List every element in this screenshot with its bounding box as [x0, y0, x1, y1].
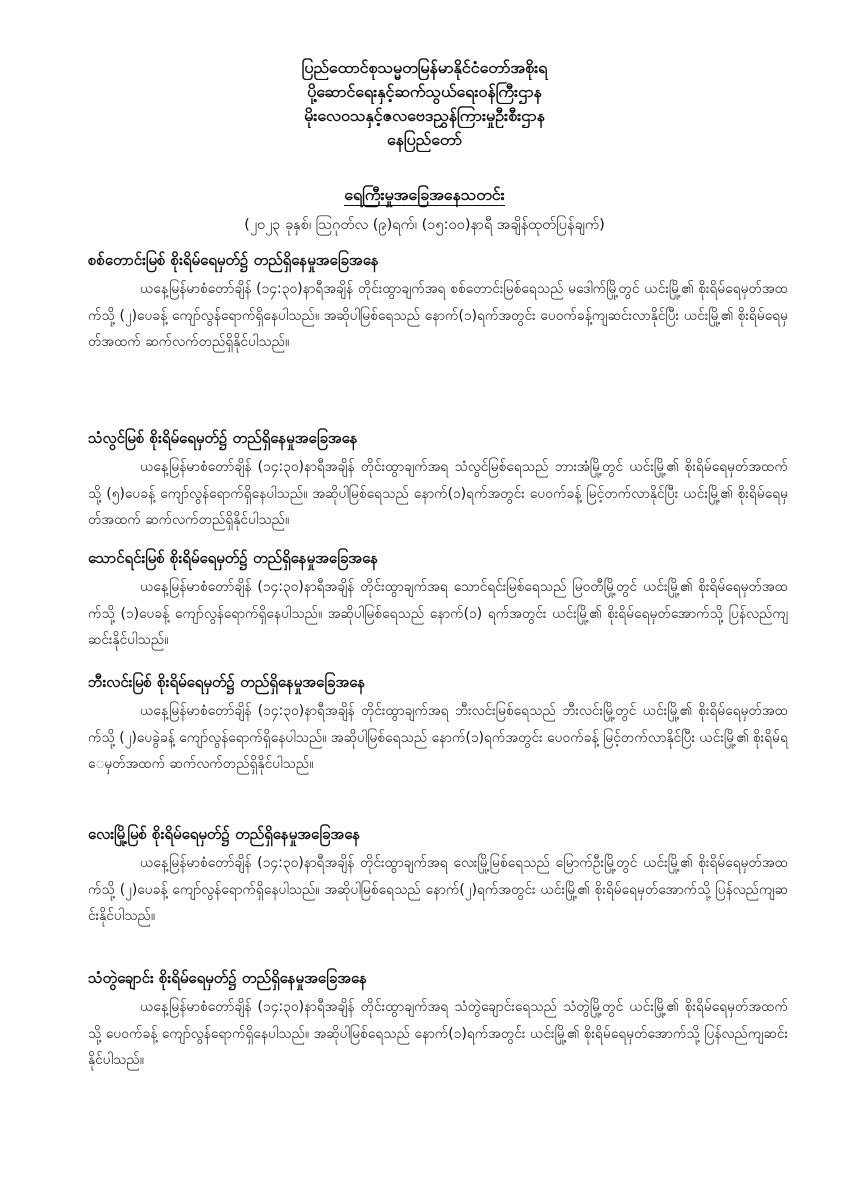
- department-line: မိုးလေဝသနှင့်ဇလဗေဒညွှန်ကြားမှုဦးစီးဌာန: [304, 106, 545, 125]
- section-body: ယနေ့မြန်မာစံတော်ချိန် (၁၄:၃၀)နာရီအချိန် တိုင်းထွာချက်အရ လေးမြို့မြစ်ရေသည် မြောက်ဦးမြို့တွင် ယင်းမြို့၏ စိုးရိမ်ရေမှတ်အထက်သို့ (၂)ပေခန့် ကျော်လွန်ရောက်ရှိနေပါသည်။ အဆိုပါမြစ်ရေသည် နောက်(၂)ရက်အတွင်း ယင်းမြို့၏ စိုးရိမ်ရေမှတ်အောက်သို့ ပြန်လည်ကျဆင်းနိုင်ပါသည်။: [88, 855, 788, 924]
- government-line: ပြည်ထောင်စုသမ္မတမြန်မာနိုင်ငံတော်အစိုးရ: [301, 58, 548, 77]
- section-heading: သောင်ရင်းမြစ် စိုးရိမ်ရေမှတ်၌ တည်ရှိနေမှုအခြေအနေ: [88, 549, 378, 567]
- section-bilin-river: [88, 670, 788, 778]
- letterhead: [0, 56, 849, 152]
- section-lemro-river: [88, 822, 788, 930]
- section-thaungyin-river: [88, 546, 788, 654]
- document-subtitle: (၂၀၂၃ ခုနှစ်၊ ဩဂုတ်လ (၉)ရက်၊ (၁၅:၀၀)နာရီ အချိန်ထုတ်ပြန်ချက်): [244, 217, 605, 233]
- document-title-text: ရေကြီးမှုအခြေအနေသတင်း: [344, 185, 505, 204]
- section-body: ယနေ့မြန်မာစံတော်ချိန် (၁၄:၃၀)နာရီအချိန် တိုင်းထွာချက်အရ သောင်ရင်းမြစ်ရေသည် မြဝတီမြို့တွင် ယင်းမြို့၏ စိုးရိမ်ရေမှတ်အထက်သို့ (၁)ပေခန့် ကျော်လွန်ရောက်ရှိနေပါသည်။ အဆိုပါမြစ်ရေသည် နောက်(၁) ရက်အတွင်း ယင်းမြို့၏ စိုးရိမ်ရေမှတ်အောက်သို့ ပြန်လည်ကျဆင်းနိုင်ပါသည်။: [88, 579, 788, 648]
- section-heading: ဘီးလင်းမြစ် စိုးရိမ်ရေမှတ်၌ တည်ရှိနေမှုအခြေအနေ: [88, 673, 366, 691]
- location-line: နေပြည်တော်: [386, 130, 463, 149]
- section-thandwe-creek: [88, 966, 788, 1074]
- section-body: ယနေ့မြန်မာစံတော်ချိန် (၁၄:၃၀)နာရီအချိန် တိုင်းထွာချက်အရ သံလွင်မြစ်ရေသည် ဘားအံမြို့တွင် ယင်းမြို့၏ စိုးရိမ်ရေမှတ်အထက်သို့ (၅)ပေခန့် ကျော်လွန်ရောက်ရှိနေပါသည်။ အဆိုပါမြစ်ရေသည် နောက်(၁)ရက်အတွင်း ပေဝက်ခန့် မြင့်တက်လာနိုင်ပြီး ယင်းမြို့၏ စိုးရိမ်ရေမှတ်အထက် ဆက်လက်တည်ရှိနိုင်ပါသည်။: [88, 459, 788, 528]
- section-body: ယနေ့မြန်မာစံတော်ချိန် (၁၄:၃၀)နာရီအချိန် တိုင်းထွာချက်အရ ဘီးလင်းမြစ်ရေသည် ဘီးလင်းမြို့တွင် ယင်းမြို့၏ စိုးရိမ်ရေမှတ်အထက်သို့ (၂)ပေခွဲခန့် ကျော်လွန်ရောက်ရှိနေပါသည်။ အဆိုပါမြစ်ရေသည် နောက်(၁)ရက်အတွင်း ပေဝက်ခန့် မြင့်တက်လာနိုင်ပြီး ယင်းမြို့၏ စိုးရိမ်ရေမှတ်အထက် ဆက်လက်တည်ရှိနိုင်ပါသည်။: [88, 703, 788, 772]
- section-body: ယနေ့မြန်မာစံတော်ချိန် (၁၄:၃၀)နာရီအချိန် တိုင်းထွာချက်အရ သံတွဲချောင်းရေသည် သံတွဲမြို့တွင် ယင်းမြို့၏ စိုးရိမ်ရေမှတ်အထက်သို့ ပေဝက်ခန့် ကျော်လွန်ရောက်ရှိနေပါသည်။ အဆိုပါမြစ်ရေသည် နောက်(၁)ရက်အတွင်း ယင်းမြို့၏ စိုးရိမ်ရေမှတ်အောက်သို့ ပြန်လည်ကျဆင်းနိုင်ပါသည်။: [88, 999, 788, 1068]
- section-heading: လေးမြို့မြစ် စိုးရိမ်ရေမှတ်၌ တည်ရှိနေမှုအခြေအနေ: [88, 825, 361, 843]
- document-title: [0, 184, 849, 208]
- section-heading: သံတွဲချောင်း စိုးရိမ်ရေမှတ်၌ တည်ရှိနေမှုအခြေအနေ: [88, 969, 367, 987]
- section-sittaung-river: [88, 248, 788, 356]
- section-thanlwin-river: [88, 426, 788, 534]
- section-heading: စစ်တောင်းမြစ် စိုးရိမ်ရေမှတ်၌ တည်ရှိနေမှုအခြေအနေ: [88, 251, 379, 269]
- section-body: ယနေ့မြန်မာစံတော်ချိန် (၁၄:၃၀)နာရီအချိန် တိုင်းထွာချက်အရ စစ်တောင်းမြစ်ရေသည် မဒေါက်မြို့တွင် ယင်းမြို့၏ စိုးရိမ်ရေမှတ်အထက်သို့ (၂)ပေခန့် ကျော်လွန်ရောက်ရှိနေပါသည်။ အဆိုပါမြစ်ရေသည် နောက်(၁)ရက်အတွင်း ပေဝက်ခန့်ကျဆင်းလာနိုင်ပြီး ယင်းမြို့၏ စိုးရိမ်ရေမှတ်အထက် ဆက်လက်တည်ရှိနိုင်ပါသည်။: [88, 281, 788, 350]
- section-heading: သံလွင်မြစ် စိုးရိမ်ရေမှတ်၌ တည်ရှိနေမှုအခြေအနေ: [88, 429, 358, 447]
- ministry-line: ပို့ဆောင်ရေးနှင့်ဆက်သွယ်ရေးဝန်ကြီးဌာန: [307, 82, 542, 101]
